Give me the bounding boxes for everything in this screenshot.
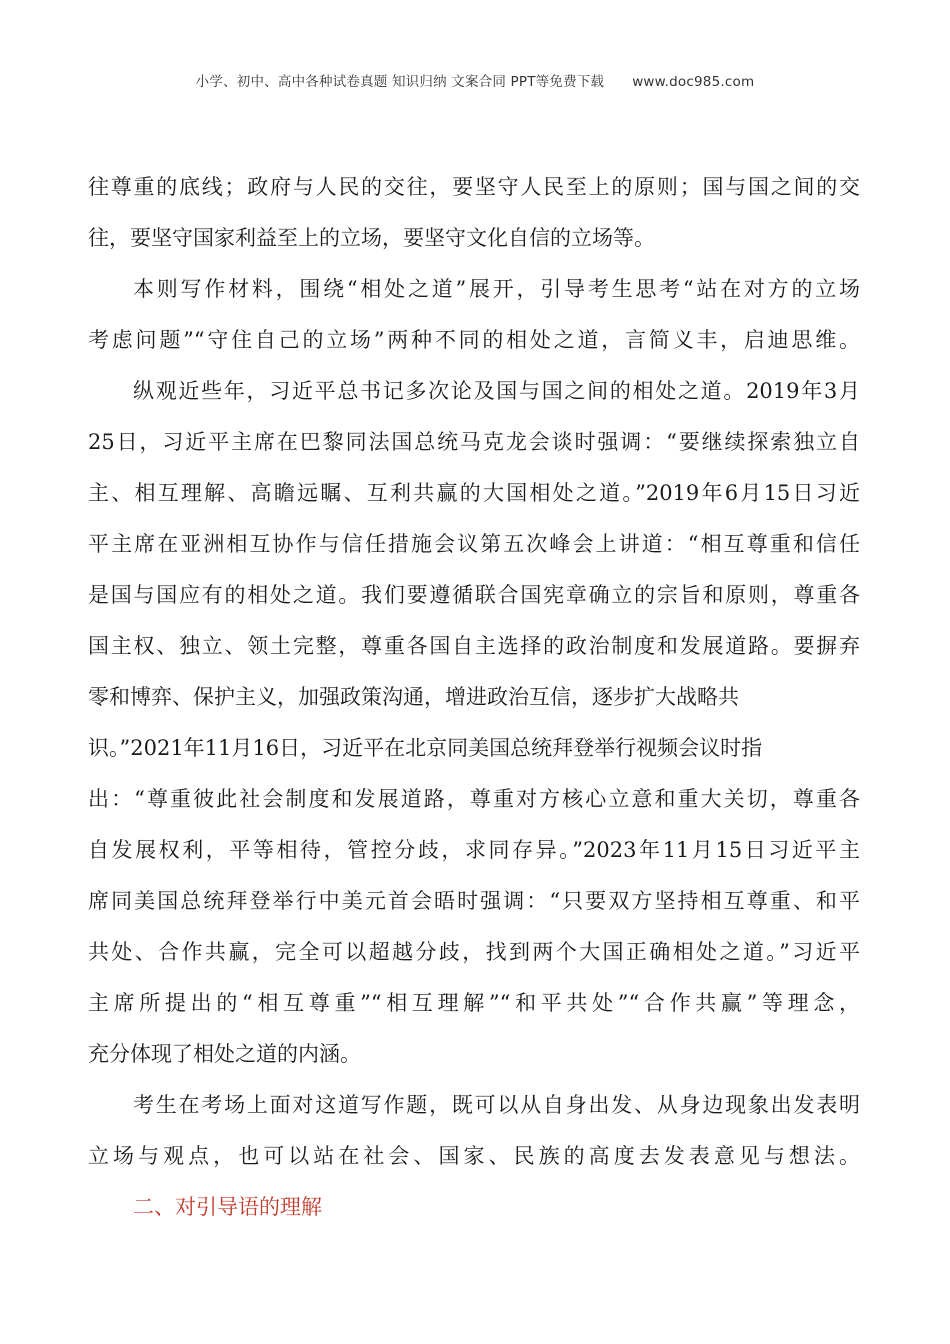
text-line: 零和博弈、保护主义，加强政策沟通，增进政治互信，逐步扩大战略共 <box>88 685 739 709</box>
text-line: 充分体现了相处之道的内涵。 <box>88 1042 361 1066</box>
text-line: 本则写作材料，围绕“相处之道”展开，引导考生思考“站在对方的立场 <box>133 277 860 301</box>
text-line: 纵观近些年，习近平总书记多次论及国与国之间的相处之道。2019年3月 <box>133 379 860 403</box>
text-line: 往，要坚守国家利益至上的立场，要坚守文化自信的立场等。 <box>88 226 655 250</box>
text-line: 主席所提出的“相互尊重”“相互理解”“和平共处”“合作共赢”等理念， <box>88 991 860 1015</box>
text-line: 25日，习近平主席在巴黎同法国总统马克龙会谈时强调：“要继续探索独立自 <box>88 430 860 454</box>
text-line: 是国与国应有的相处之道。我们要遵循联合国宪章确立的宗旨和原则，尊重各 <box>88 583 860 607</box>
text-line: 立场与观点，也可以站在社会、国家、民族的高度去发表意见与想法。 <box>88 1144 860 1168</box>
text-line: 席同美国总统拜登举行中美元首会晤时强调：“只要双方坚持相互尊重、和平 <box>88 889 860 913</box>
text-line: 识。”2021年11月16日，习近平在北京同美国总统拜登举行视频会议时指 <box>88 736 763 760</box>
text-line: 出：“尊重彼此社会制度和发展道路，尊重对方核心立意和重大关切，尊重各 <box>88 787 860 811</box>
text-line: 平主席在亚洲相互协作与信任措施会议第五次峰会上讲道：“相互尊重和信任 <box>88 532 860 556</box>
header-text: 小学、初中、高中各种试卷真题 知识归纳 文案合同 PPT等免费下载 <box>195 74 605 90</box>
header-site: www.doc985.com <box>632 74 755 90</box>
text-line: 考虑问题”“守住自己的立场”两种不同的相处之道，言简义丰，启迪思维。 <box>88 328 860 352</box>
text-line: 共处、合作共赢，完全可以超越分歧，找到两个大国正确相处之道。”习近平 <box>88 940 860 964</box>
section-heading: 二、对引导语的理解 <box>133 1195 322 1219</box>
page-header <box>0 70 950 90</box>
text-line: 自发展权利，平等相待，管控分歧，求同存异。”2023年11月15日习近平主 <box>88 838 860 862</box>
text-line: 往尊重的底线；政府与人民的交往，要坚守人民至上的原则；国与国之间的交 <box>88 175 860 199</box>
text-line: 考生在考场上面对这道写作题，既可以从自身出发、从身边现象出发表明 <box>133 1093 860 1117</box>
text-line: 主、相互理解、高瞻远瞩、互利共赢的大国相处之道。”2019年6月15日习近 <box>88 481 860 505</box>
text-line: 国主权、独立、领土完整，尊重各国自主选择的政治制度和发展道路。要摒弃 <box>88 634 860 658</box>
body-text <box>88 162 860 1233</box>
